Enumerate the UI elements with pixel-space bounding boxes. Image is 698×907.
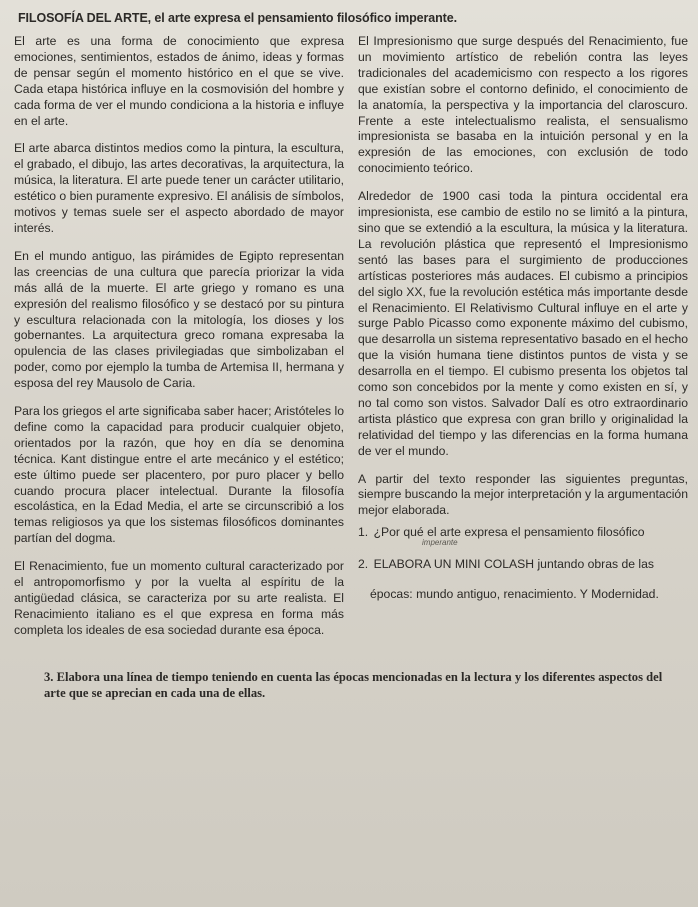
question-number: 1. [358, 525, 369, 540]
question-3: 3. Elabora una línea de tiempo teniendo en cuenta las épocas mencionadas en la lectura y los diferentes aspectos del arte que se aprecian en cada una de ellas. [44, 669, 663, 700]
handwritten-note: imperante [422, 538, 458, 548]
epochs-line: épocas: mundo antiguo, renacimiento. Y Modernidad. [370, 587, 659, 602]
paragraph-media: El arte abarca distintos medios como la pintura, la escultura, el grabado, el dibujo, las artes decorativas, la arquitectura, la música, la literatura. El arte puede tener un carácter utilitario, estético o bien puramente expresivo. El análisis de símbolos, motivos y temas suele ser el aspecto abordado de mayor interés. [14, 141, 344, 235]
question-text: ¿Por qué el arte expresa el pensamiento filosófico [373, 525, 645, 540]
paragraph-impressionism: El Impresionismo que surge después del Renacimiento, fue un movimiento artístico de rebelión contra las leyes tradicionales del academicismo con respecto a los rigores que existían sobre el contorno definido, el conocimiento de la anatomía, la perspectiva y la importancia del claroscuro. Frente a este intelectualismo realista, el sensualismo impresionista se basaba en la intuición personal y en la expresión de las emociones, con exclusión de todo conocimiento teórico. [358, 34, 688, 176]
paragraph-intro: El arte es una forma de conocimiento que expresa emociones, sentimientos, estados de ánimo, ideas y formas de pensar según el momento histórico en el que se vive. Cada etapa histórica influye en la cosmovisión del hombre y cada forma de ver el mundo condiciona a la historia e influye en el arte. [14, 34, 344, 128]
document-title: FILOSOFÍA DEL ARTE, el arte expresa el pensamiento filosófico imperante. [18, 11, 457, 25]
question-2 [358, 557, 688, 603]
paragraph-ancient-world: En el mundo antiguo, las pirámides de Egipto representan las creencias de una cultura que parecía priorizar la vida más allá de la muerte. El arte griego y romano es una expresión del realismo filosófico y se destacó por su pintura y escultura relacionada con la mitología, los dioses y los gobernantes. La arquitectura greco romana expresaba la opulencia de las clases privilegiadas que simbolizaban el poder, como por ejemplo la tumba de Artemisa II, hermana y esposa del rey Mausolo de Caria. [14, 248, 344, 391]
question-text: ELABORA UN MINI COLASH juntando obras de las [373, 557, 654, 572]
left-column [14, 34, 344, 651]
text-columns [14, 34, 688, 651]
paragraph-renaissance: El Renacimiento, fue un momento cultural caracterizado por el antropomorfismo y por la vuelta al espíritu de la antigüedad clásica, se caracteriza por su arte realista. El Renacimiento italiano es el que expresa en forma más completa los ideales de esa sociedad durante esa época. [14, 559, 344, 637]
paragraph-1900: Alrededor de 1900 casi toda la pintura occidental era impresionista, ese cambio de estilo no se limitó a la pintura, sino que se extendió a la escultura, la música y la literatura. La revolución plástica que representó el Impresionismo sentó las bases para el surgimiento de producciones artísticas posteriores más audaces. El cubismo a principios del siglo XX, fue la revolución estética más importante desde el Renacimiento. El Relativismo Cultural influye en el arte y surge Pablo Picasso como exponente máximo del cubismo, que desarrolla un sistema representativo basado en el hecho que la visión humana tiene distintos puntos de vista y se desarrolla en el tiempo. El cubismo presenta los objetos tal como son concebidos por la mente y como existen en sí, y no tal como son vistos. Salvador Dalí es otro extraordinario artista plástico que expresa con gran brillo y originalidad la relatividad del tiempo y las diferencias en la forma humana de ver el mundo. [358, 189, 688, 458]
question-1 [358, 525, 688, 547]
question-list [358, 525, 688, 603]
paragraph-instructions: A partir del texto responder las siguientes preguntas, siempre buscando la mejor interpretación y la argumentación mejor elaborada. [358, 471, 688, 518]
right-column [358, 34, 688, 651]
question-number: 2. [358, 557, 369, 572]
paragraph-greeks: Para los griegos el arte significaba saber hacer; Aristóteles lo define como la capacidad para producir cualquier objeto, orientados por la razón, que hoy en día se denomina técnica. Kant distingue entre el arte mecánico y el estético; este último puede ser placentero, por puro placer y bello cuando procura placer intelectual. Durante la filosofía escolástica, en la Edad Media, el arte se circunscribió a los temas religiosos ya que los sistemas filosóficos dominantes partían del dogma. [14, 404, 344, 546]
